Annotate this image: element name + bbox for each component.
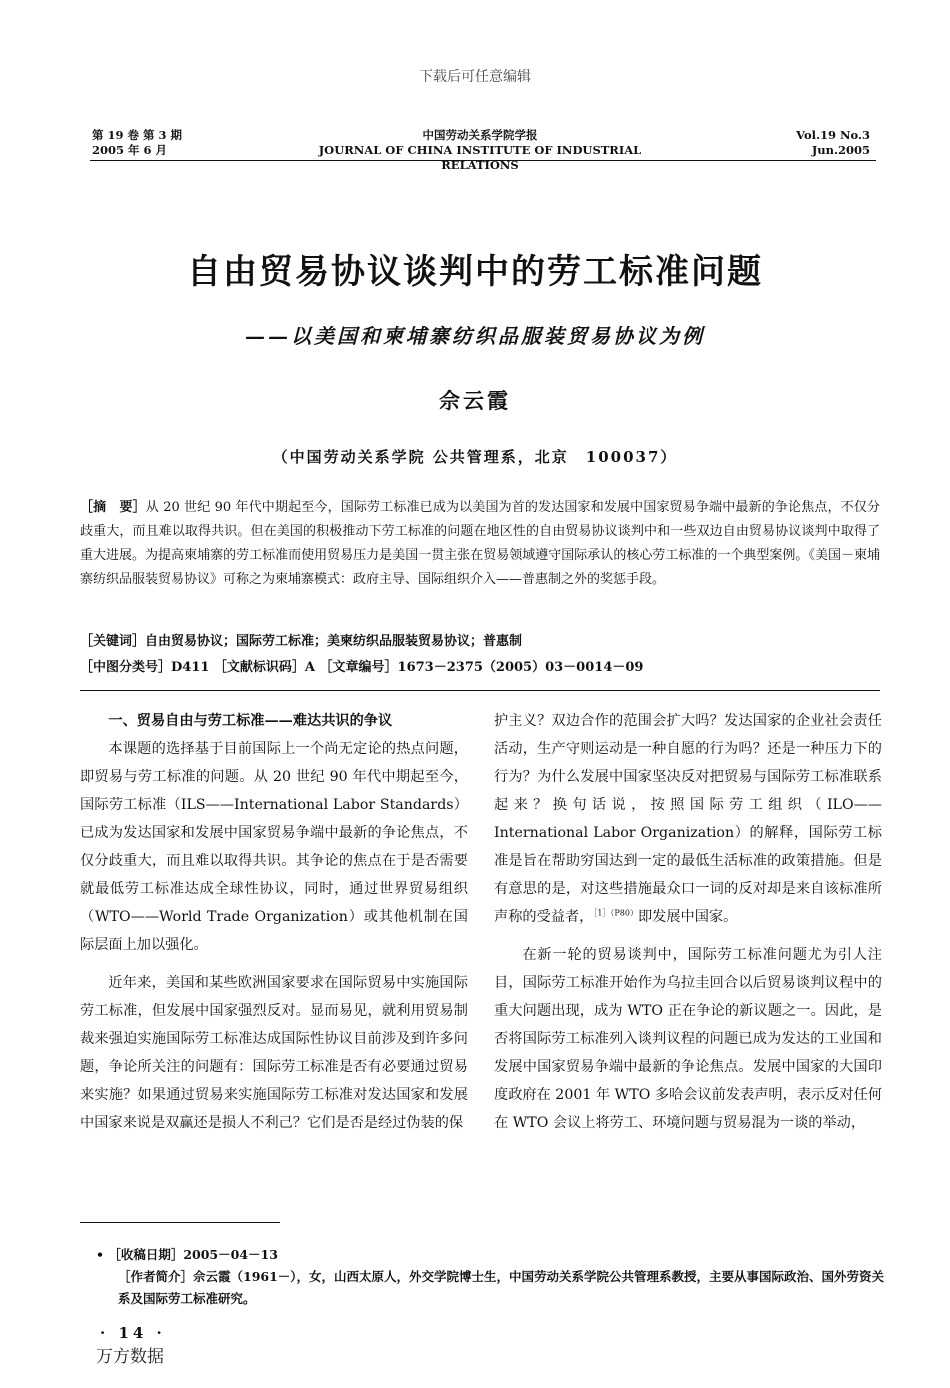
body-column-left — [80, 707, 468, 1137]
paragraph: 在新一轮的贸易谈判中，国际劳工标准问题尤为引人注目，国际劳工标准开始作为乌拉圭回合以后贸易谈判议程中的重大问题出现，成为 WTO 正在争论的新议题之一。因此，是否将国际劳工标准列入谈判议程的问题已成为发达的工业国和发展中国家贸易争端中最新的争论焦点。发展中国家的大国印度政府在 2001 年 WTO 多哈会议前发表声明，表示反对任何在 WTO 会议上将劳工、环境问题与贸易混为一谈的举动， — [494, 947, 882, 1131]
footnote-divider — [80, 1222, 280, 1223]
journal-volume-info — [92, 128, 182, 158]
journal-name — [280, 128, 680, 173]
paragraph — [494, 707, 882, 931]
issue-date-en: Jun.2005 — [811, 143, 870, 157]
article-subtitle: ——以美国和柬埔寨纺织品服装贸易协议为例 — [245, 324, 705, 348]
abstract-label: ［摘 要］ — [80, 500, 146, 515]
header-divider — [90, 160, 876, 161]
body-column-right — [494, 707, 882, 1137]
keywords-label: ［关键词］ — [80, 634, 146, 649]
watermark-top: 下载后可任意编辑 — [419, 69, 531, 85]
volume-issue-en: Vol.19 No.3 — [796, 128, 870, 142]
footnote-received-date: • ［收稿日期］2005－04－13 — [96, 1247, 278, 1262]
author-affiliation: （中国劳动关系学院 公共管理系，北京 100037） — [272, 448, 678, 466]
issue-date: 2005 年 6 月 — [92, 143, 168, 157]
keywords — [80, 630, 880, 654]
paragraph-text-tail: 即发展中国家。 — [637, 909, 738, 925]
classification-codes: ［中图分类号］D411 ［文献标识码］A ［文章编号］1673－2375（2005）03－0014－09 — [80, 660, 644, 675]
author-name: 佘云霞 — [439, 388, 511, 413]
paragraph: 本课题的选择基于目前国际上一个尚无定论的热点问题，即贸易与劳工标准的问题。从 20 世纪 90 年代中期起至今，国际劳工标准（ILS——International Labor Standards）已成为发达国家和发展中国家贸易争端中最新的争论焦点，不仅分歧重大，而且难以取得共识。其争论的焦点在于是否需要就最低劳工标准达成全球性协议，同时，通过世界贸易组织（WTO——World Trade Organization）或其他机制在国际层面上加以强化。 — [80, 741, 468, 953]
citation: ［1］（P80） — [593, 908, 638, 918]
paragraph-text: 护主义？双边合作的范围会扩大吗？发达国家的企业社会责任活动，生产守则运动是一种自愿的行为吗？还是一种压力下的行为？为什么发展中国家坚决反对把贸易与国际劳工标准联系起来？换句话说，按照国际劳工组织（ILO——International Labor Organization）的解释，国际劳工标准是旨在帮助穷国达到一定的最低生活标准的政策措施。但是有意思的是，对这些措施最众口一词的反对却是来自该标准所声称的受益者， — [494, 713, 882, 925]
keywords-text: 自由贸易协议；国际劳工标准；美柬纺织品服装贸易协议；普惠制 — [145, 634, 523, 649]
section-heading: 一、贸易自由与劳工标准——难达共识的争议 — [108, 713, 393, 729]
paragraph: 近年来，美国和某些欧洲国家要求在国际贸易中实施国际劳工标准，但发展中国家强烈反对。显而易见，就利用贸易制裁来强迫实施国际劳工标准达成国际性协议目前涉及到许多问题，争论所关注的问题有：国际劳工标准是否有必要通过贸易来实施？如果通过贸易来实施国际劳工标准对发达国家和发展中国家来说是双赢还是损人不利己？它们是否是经过伪装的保 — [80, 975, 468, 1131]
page-number: · 14 · — [100, 1324, 166, 1342]
abstract — [80, 496, 880, 592]
abstract-text: 从 20 世纪 90 年代中期起至今，国际劳工标准已成为以美国为首的发达国家和发展中国家贸易争端中最新的争论焦点，不仅分歧重大，而且难以取得共识。但在美国的积极推动下劳工标准的问题在地区性的自由贸易协议谈判中和一些双边自由贸易协议谈判中取得了重大进展。为提高柬埔寨的劳工标准而使用贸易压力是美国一贯主张在贸易领域遵守国际承认的核心劳工标准的一个典型案例。《美国－柬埔寨纺织品服装贸易协议》可称之为柬埔寨模式：政府主导、国际组织介入——普惠制之外的奖惩手段。 — [80, 500, 880, 587]
journal-name-en: JOURNAL OF CHINA INSTITUTE OF INDUSTRIAL RELATIONS — [318, 143, 642, 172]
body-divider — [80, 690, 880, 691]
journal-volume-info-en — [720, 128, 870, 158]
journal-name-cn: 中国劳动关系学院学报 — [422, 128, 538, 142]
footnote-author-bio: ［作者简介］佘云霞（1961－），女，山西太原人，外交学院博士生，中国劳动关系学院公共管理系教授，主要从事国际政治、国外劳资关系及国际劳工标准研究。 — [118, 1269, 885, 1306]
watermark-bottom: 万方数据 — [96, 1347, 164, 1367]
article-title: 自由贸易协议谈判中的劳工标准问题 — [187, 252, 763, 292]
volume-issue: 第 19 卷 第 3 期 — [92, 128, 183, 142]
